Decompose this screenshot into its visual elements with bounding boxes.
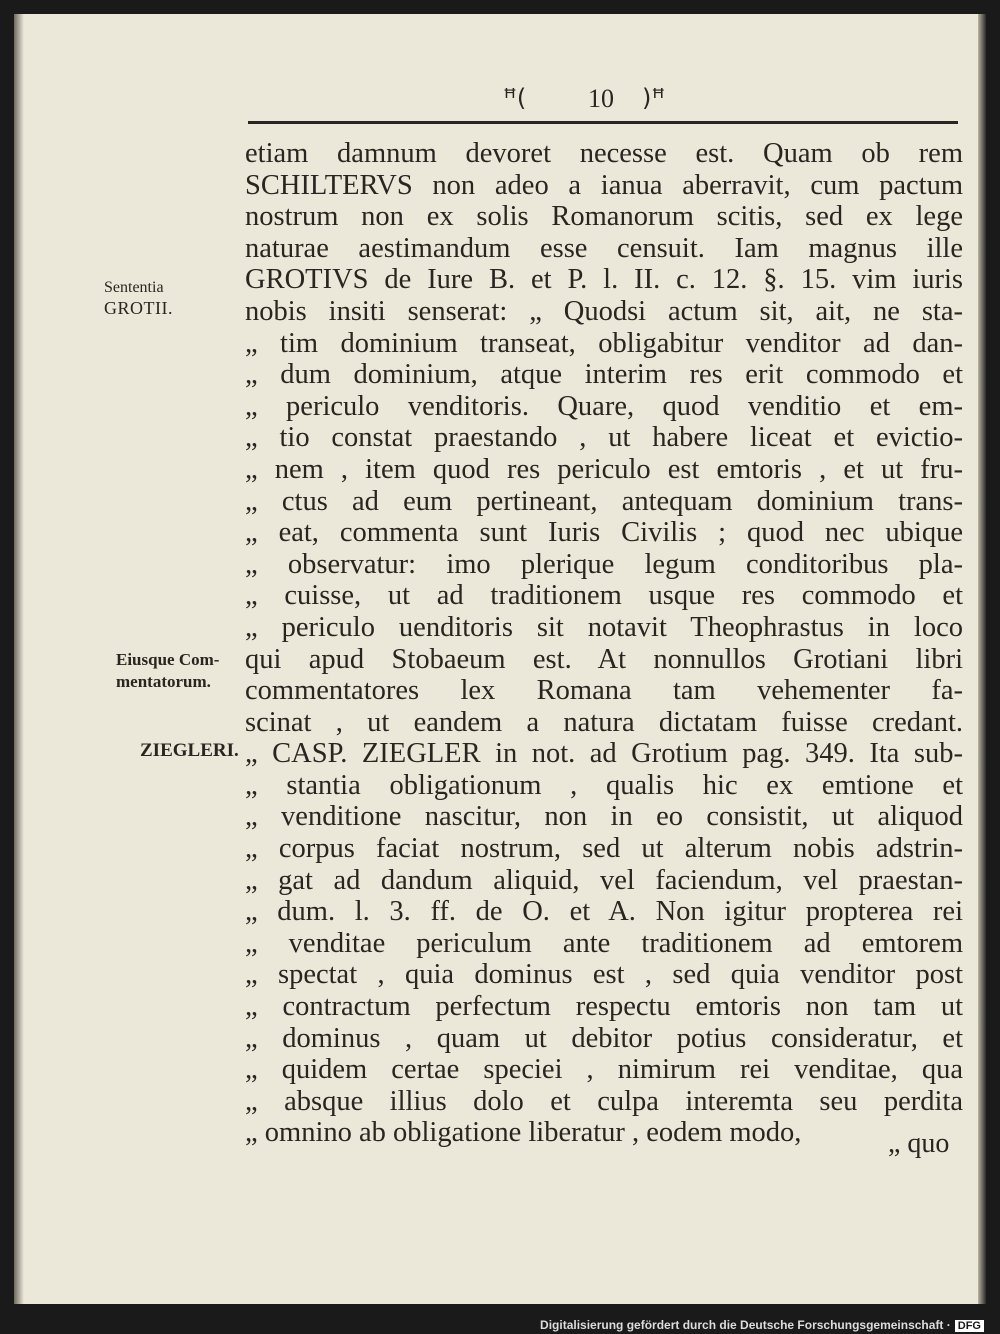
margin-note-grotii: GROTII. xyxy=(104,298,173,318)
dfg-logo: DFG xyxy=(955,1320,984,1332)
ornament-left-icon: ꟸ( xyxy=(503,84,527,112)
text-line: scinat , ut eandem a natura dictatam fuisse credant. xyxy=(245,706,963,738)
text-line: „ corpus faciat nostrum, sed ut alterum nobis adstrin- xyxy=(245,833,963,865)
text-line: SCHILTERVS non adeo a ianua aberravit, cum pactum xyxy=(245,169,963,201)
text-line: „ dum. l. 3. ff. de O. et A. Non igitur propterea rei xyxy=(245,896,963,928)
text-line: qui apud Stobaeum est. At nonnullos Grotiani libri xyxy=(245,643,963,675)
text-line: „ tio constat praestando , ut habere liceat et evictio- xyxy=(245,422,963,454)
page-edge-shadow xyxy=(978,14,986,1304)
text-line: „ contractum perfectum respectu emtoris non tam ut xyxy=(245,991,963,1023)
page-number: 10 xyxy=(588,84,614,113)
text-line: „ observatur: imo plerique legum conditoribus pla- xyxy=(245,548,963,580)
footer-text: Digitalisierung gefördert durch die Deutsche Forschungsgemeinschaft · xyxy=(540,1318,951,1332)
text-line: „ venditae periculum ante traditionem ad emtorem xyxy=(245,927,963,959)
text-line: „ eat, commenta sunt Iuris Civilis ; quod nec ubique xyxy=(245,517,963,549)
text-line: naturae aestimandum esse censuit. Iam magnus ille xyxy=(245,232,963,264)
text-line: „ gat ad dandum aliquid, vel faciendum, vel praestan- xyxy=(245,864,963,896)
margin-note-commentatorum: mentatorum. xyxy=(116,672,211,691)
footer-credit xyxy=(540,1318,984,1332)
page-gutter-shadow xyxy=(14,14,24,1304)
ornament-right-icon: )ꟸ xyxy=(642,84,666,112)
text-line: „ ctus ad eum pertineant, antequam dominium trans- xyxy=(245,485,963,517)
text-line: „ stantia obligationum , qualis hic ex emtione et xyxy=(245,769,963,801)
text-line: commentatores lex Romana tam vehementer fa- xyxy=(245,675,963,707)
text-line: „ periculo uenditoris sit notavit Theophrastus in loco xyxy=(245,611,963,643)
margin-note-sententia: Sententia xyxy=(104,279,164,296)
text-line: „ omnino ab obligatione liberatur , eodem modo, xyxy=(245,1117,802,1149)
margin-note-eiusque: Eiusque Com- xyxy=(116,650,220,669)
header-rule xyxy=(248,121,958,124)
text-line: „ spectat , quia dominus est , sed quia venditor post xyxy=(245,959,963,991)
body-text xyxy=(245,138,963,1149)
margin-note-ziegleri: ZIEGLERI. xyxy=(140,740,239,761)
text-line: „ quidem certae speciei , nimirum rei venditae, qua xyxy=(245,1054,963,1086)
text-line: „ cuisse, ut ad traditionem usque res commodo et xyxy=(245,580,963,612)
text-line: nobis insiti senserat: „ Quodsi actum sit, ait, ne sta- xyxy=(245,295,963,327)
text-line: „ CASP. ZIEGLER in not. ad Grotium pag. 349. Ita sub- xyxy=(245,738,963,770)
text-line: „ dominus , quam ut debitor potius consideratur, et xyxy=(245,1022,963,1054)
text-line: etiam damnum devoret necesse est. Quam ob rem xyxy=(245,138,963,169)
text-line: „ nem , item quod res periculo est emtoris , et ut fru- xyxy=(245,453,963,485)
text-line: „ tim dominium transeat, obligabitur venditor ad dan- xyxy=(245,327,963,359)
text-line: nostrum non ex solis Romanorum scitis, sed ex lege xyxy=(245,201,963,233)
text-line: „ venditione nascitur, non in eo consistit, ut aliquod xyxy=(245,801,963,833)
text-line: „ absque illius dolo et culpa interemta seu perdita xyxy=(245,1085,963,1117)
text-line: „ dum dominium, atque interim res erit commodo et xyxy=(245,359,963,391)
catchword: „ quo xyxy=(888,1128,950,1159)
text-line: GROTIVS de Iure B. et P. l. II. c. 12. §. 15. vim iuris xyxy=(245,264,963,296)
text-line: „ periculo venditoris. Quare, quod venditio et em- xyxy=(245,390,963,422)
